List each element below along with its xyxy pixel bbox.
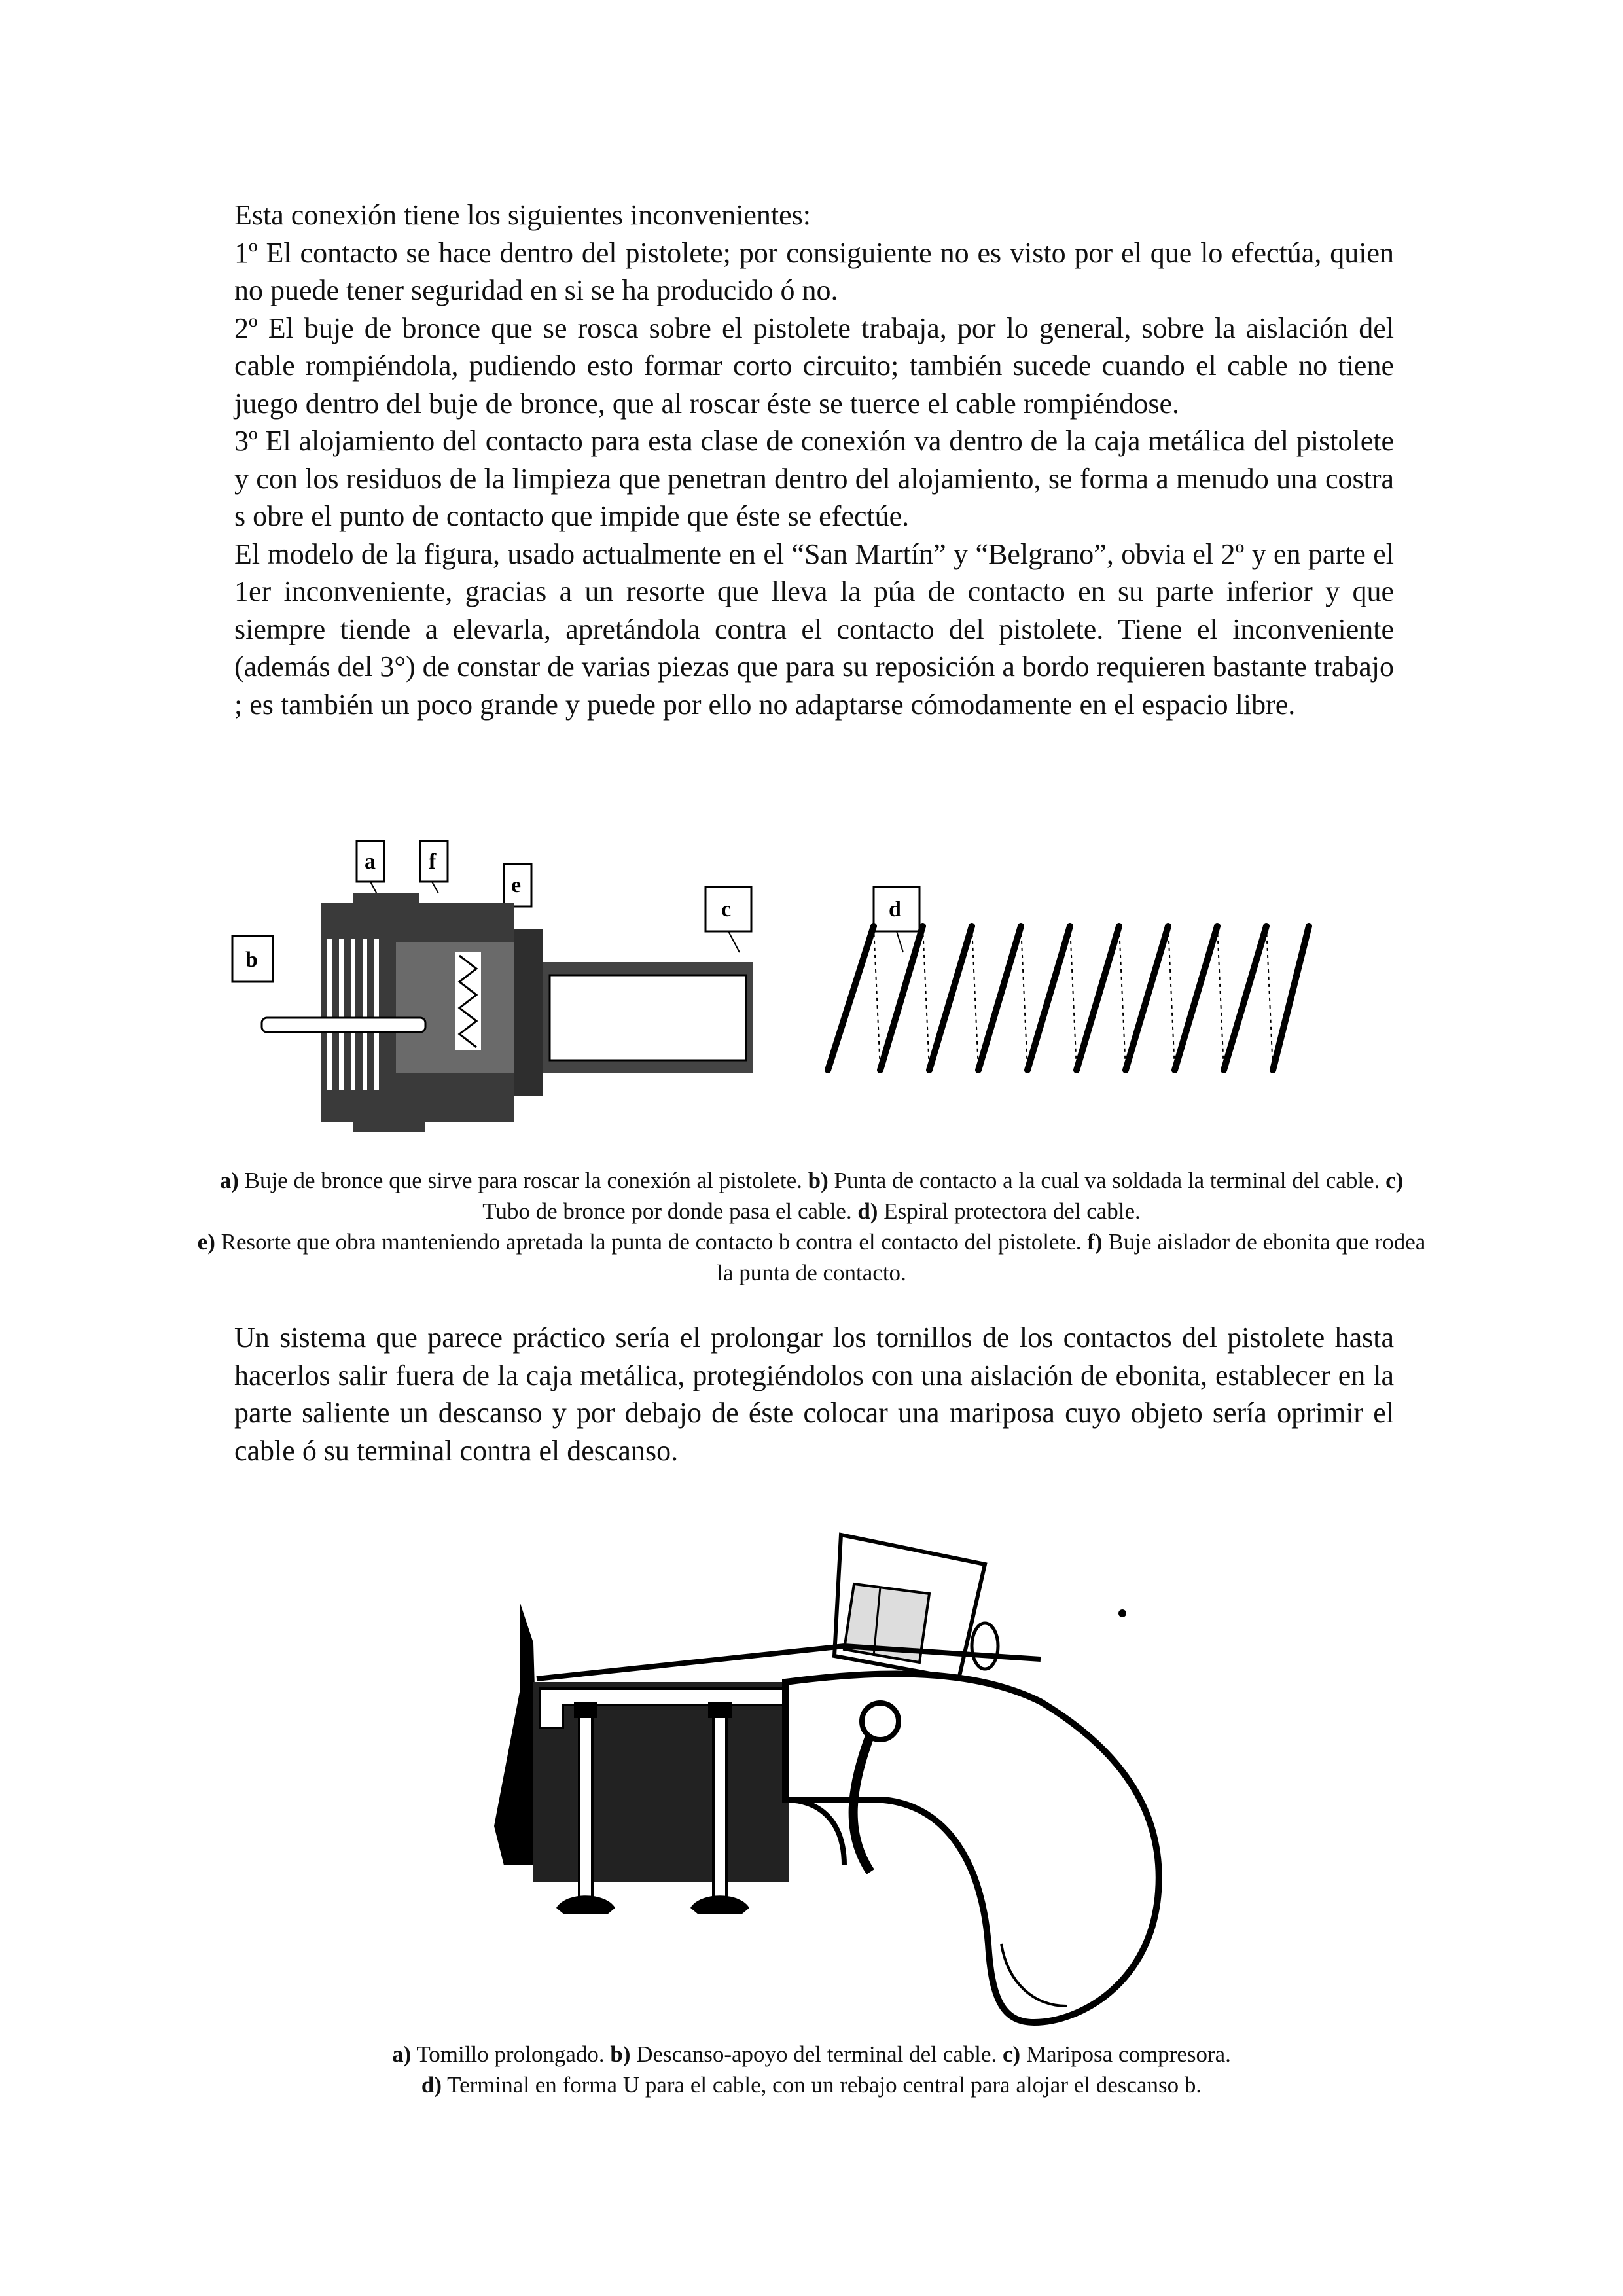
cap2-key-b: b)	[610, 2041, 631, 2067]
bronze-tube	[543, 962, 753, 1073]
cap1-text-e: Resorte que obra manteniendo apretada la punta de contacto b contra el contacto del pistolete.	[215, 1229, 1088, 1255]
cap2-key-c: c)	[1003, 2041, 1021, 2067]
cap2-key-a: a)	[392, 2041, 412, 2067]
connector-cross-section-figure	[223, 821, 1348, 1136]
intro-item-2: 2º El buje de bronce que se rosca sobre el pistolete trabaja, por lo general, sobre la aislación del cable rompiéndola, pudiendo esto formar corto circuito; también sucede cuando el cable no tiene juego dentro del buje de bronce, que al roscar éste se tuerce el cable rompiéndose.	[234, 312, 1394, 420]
intro-item-3: 3º El alojamiento del contacto para esta clase de conexión va dentro de la caja metálica del pistolete y con los residuos de la limpieza que penetran dentro del alojamiento, se forma a menudo una costra s obre el punto de contacto que impide que éste se efectúe.	[234, 425, 1394, 532]
contact-box	[533, 1682, 789, 1882]
figure1-caption	[196, 1165, 1427, 1288]
cap1-text-f: Buje aislador de ebonita que rodea la punta de contacto.	[717, 1229, 1426, 1285]
label-a: a	[365, 850, 376, 874]
cap1-key-f: f)	[1087, 1229, 1103, 1255]
figure2-caption	[196, 2039, 1427, 2100]
contact-pin	[262, 1018, 425, 1032]
label-b: b	[245, 948, 258, 972]
label-b-box	[232, 936, 273, 982]
middle-paragraph	[234, 1319, 1394, 1469]
wing-nuts	[556, 1895, 749, 1914]
cap1-text-c: Tubo de bronce por donde pasa el cable.	[482, 1198, 858, 1224]
cap1-key-b: b)	[808, 1168, 829, 1193]
label-d-box	[874, 887, 919, 931]
label-a-box	[357, 841, 384, 882]
intro-section	[234, 196, 1394, 723]
cap2-key-d: d)	[421, 2072, 442, 2098]
cap1-text-b: Punta de contacto a la cual va soldada la terminal del cable.	[828, 1168, 1386, 1193]
cap1-key-a: a)	[219, 1168, 239, 1193]
intro-model-paragraph: El modelo de la figura, usado actualmente en el “San Martín” y “Belgrano”, obvia el 2º y en parte el 1er inconveniente, gracias a un resorte que lleva la púa de contacto en su parte inferior y que siempre tiende a elevarla, apretándola contra el contacto del pistolete. Tiene el inconveniente (además del 3°) de constar de varias piezas que para su reposición a bordo requieren bastante trabajo ; es también un poco grande y puede por ello no adaptarse cómodamente en el espacio libre.	[234, 537, 1394, 721]
cap2-text-d: Terminal en forma U para el cable, con un rebajo central para alojar el descanso b.	[442, 2072, 1202, 2098]
cap2-text-c: Mariposa compresora.	[1020, 2041, 1231, 2067]
cap2-text-a: Tomillo prolongado.	[411, 2041, 611, 2067]
cap1-key-d: d)	[857, 1198, 878, 1224]
cap1-key-c: c)	[1385, 1168, 1404, 1193]
cap1-text-d: Espiral protectora del cable.	[878, 1198, 1141, 1224]
label-d: d	[889, 897, 901, 922]
intro-line-0: Esta conexión tiene los siguientes inconvenientes:	[234, 199, 812, 231]
label-f-box	[420, 841, 448, 882]
label-e-box	[504, 864, 531, 906]
bronze-bushing	[321, 893, 543, 1132]
label-f: f	[429, 850, 437, 874]
protective-spiral	[828, 926, 1309, 1070]
intro-item-1: 1º El contacto se hace dentro del pistolete; por consiguiente no es visto por el que lo efectúa, quien no puede tener seguridad en si se ha producido ó no.	[234, 236, 1394, 306]
label-c-box	[705, 887, 751, 931]
cap2-text-b: Descanso-apoyo del terminal del cable.	[630, 2041, 1003, 2067]
label-e: e	[511, 873, 522, 897]
pistolete-figure	[478, 1525, 1204, 2042]
cap1-text-a: Buje de bronce que sirve para roscar la conexión al pistolete.	[238, 1168, 808, 1193]
label-c: c	[721, 897, 732, 922]
cap1-key-e: e)	[197, 1229, 215, 1255]
middle-text: Un sistema que parece práctico sería el prolongar los tornillos de los contactos del pistolete hasta hacerlos salir fuera de la caja metálica, protegiéndolos con una aislación de ebonita, establecer en la parte saliente un descanso y por debajo de éste colocar una mariposa cuyo objeto sería oprimir el cable ó su terminal contra el descanso.	[234, 1321, 1394, 1467]
